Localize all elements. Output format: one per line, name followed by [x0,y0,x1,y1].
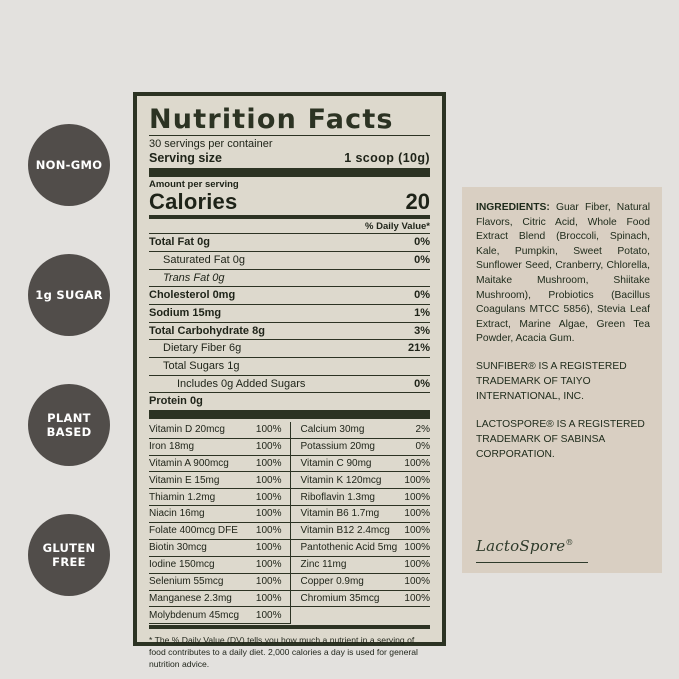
lactospore-logo-text: LactoSpore [476,536,566,555]
table-row: Cholesterol 0mg 0% [149,287,430,305]
table-row: Saturated Fat 0g 0% [149,252,430,270]
table-row: Total Fat 0g 0% [149,234,430,252]
servings-per-container: 30 servings per container [149,138,273,151]
serving-size-row [149,151,430,168]
badge-line: NON-GMO [35,157,103,172]
ingredients-heading: INGREDIENTS: [476,202,550,213]
trademark-sunfiber: SUNFIBER® IS A REGISTERED TRADEMARK OF TAIYO INTERNATIONAL, INC. [476,361,627,402]
badge-line: FREE [52,555,86,569]
table-row: Sodium 15mg 1% [149,305,430,323]
daily-value-header: % Daily Value* [365,221,430,233]
table-row: Biotin 30mcg 100% [149,540,290,557]
badge-gluten-free [28,514,110,596]
badge-line: GLUTEN [42,540,96,555]
table-row: Total Carbohydrate 8g 3% [149,323,430,341]
table-row: Pantothenic Acid 5mg 100% [290,540,431,557]
table-row: Zinc 11mg 100% [290,557,431,574]
serving-size-label: Serving size [149,151,222,166]
badge-line: 1g SUGAR [35,287,103,302]
table-row: Vitamin B12 2.4mcg 100% [290,523,431,540]
table-row: Copper 0.9mg 100% [290,574,431,591]
table-row: Thiamin 1.2mg 100% [149,489,290,506]
calories-value: 20 [405,189,430,215]
table-row: Vitamin B6 1.7mg 100% [290,506,431,523]
daily-value-footnote: * The % Daily Value (DV) tells you how much a nutrient in a serving of food contributes to a daily diet. 2,000 calories a day is used for general nutrition advice. [149,635,418,669]
nutrition-facts-title: Nutrition Facts [149,104,394,135]
table-row: Selenium 55mcg 100% [149,574,290,591]
table-row: Vitamin D 20mcg 100% [149,422,290,439]
badge-line: BASED [46,425,92,439]
table-row: Vitamin K 120mcg 100% [290,472,431,489]
table-row: Chromium 35mcg 100% [290,591,431,608]
table-row: Riboflavin 1.3mg 100% [290,489,431,506]
badge-1g-sugar [28,254,110,336]
feature-badges [16,124,122,644]
registered-trademark-icon: ® [565,537,574,547]
lactospore-logo-underline [476,562,588,564]
ingredients-panel [462,187,662,573]
table-row: Molybdenum 45mcg 100% [149,607,290,624]
lactospore-logo [476,536,574,557]
table-row: Iodine 150mcg 100% [149,557,290,574]
ingredients-text [476,201,650,347]
table-row: Manganese 2.3mg 100% [149,591,290,608]
table-row: Dietary Fiber 6g 21% [149,340,430,358]
table-row: Includes 0g Added Sugars 0% [149,376,430,394]
nutrition-facts-panel [133,92,446,669]
calories-row [149,190,430,215]
table-row: Protein 0g [149,393,430,419]
calories-label: Calories [149,189,238,215]
ingredients-list: Guar Fiber, Natural Flavors, Citric Acid, Whole Food Extract Blend (Broccoli, Spinach, Kale, Pumpkin, Sweet Potato, Sunflower Seed, Cranberry, Chlorella, Maitake Mushroom, Shiitake Mushroom), Probiotics (Bacillus Coagulans MTCC 5856), Stevia Leaf Extract, Marine Algae, Green Tea Powder, Acacia Gum. [476,202,650,345]
table-row: Trans Fat 0g [149,270,430,288]
badge-line: PLANT [47,410,91,425]
table-row: Potassium 20mg 0% [290,439,431,456]
table-row: Vitamin A 900mcg 100% [149,456,290,473]
table-row: Calcium 30mg 2% [290,422,431,439]
badge-plant-based [28,384,110,466]
table-row: Vitamin E 15mg 100% [149,472,290,489]
table-row: Iron 18mg 100% [149,439,290,456]
trademark-lactospore: LACTOSPORE® IS A REGISTERED TRADEMARK OF SABINSA CORPORATION. [476,418,645,460]
nutrient-rows [149,234,430,418]
amount-per-serving-label: Amount per serving [149,179,239,191]
badge-non-gmo [28,124,110,206]
serving-size-amount: 1 scoop (10g) [344,151,430,166]
vitamins-minerals-table [149,419,430,630]
table-row: Vitamin C 90mg 100% [290,456,431,473]
table-row: Niacin 16mg 100% [149,506,290,523]
table-row [290,607,431,624]
table-row: Total Sugars 1g [149,358,430,376]
table-row: Folate 400mcg DFE 100% [149,523,290,540]
